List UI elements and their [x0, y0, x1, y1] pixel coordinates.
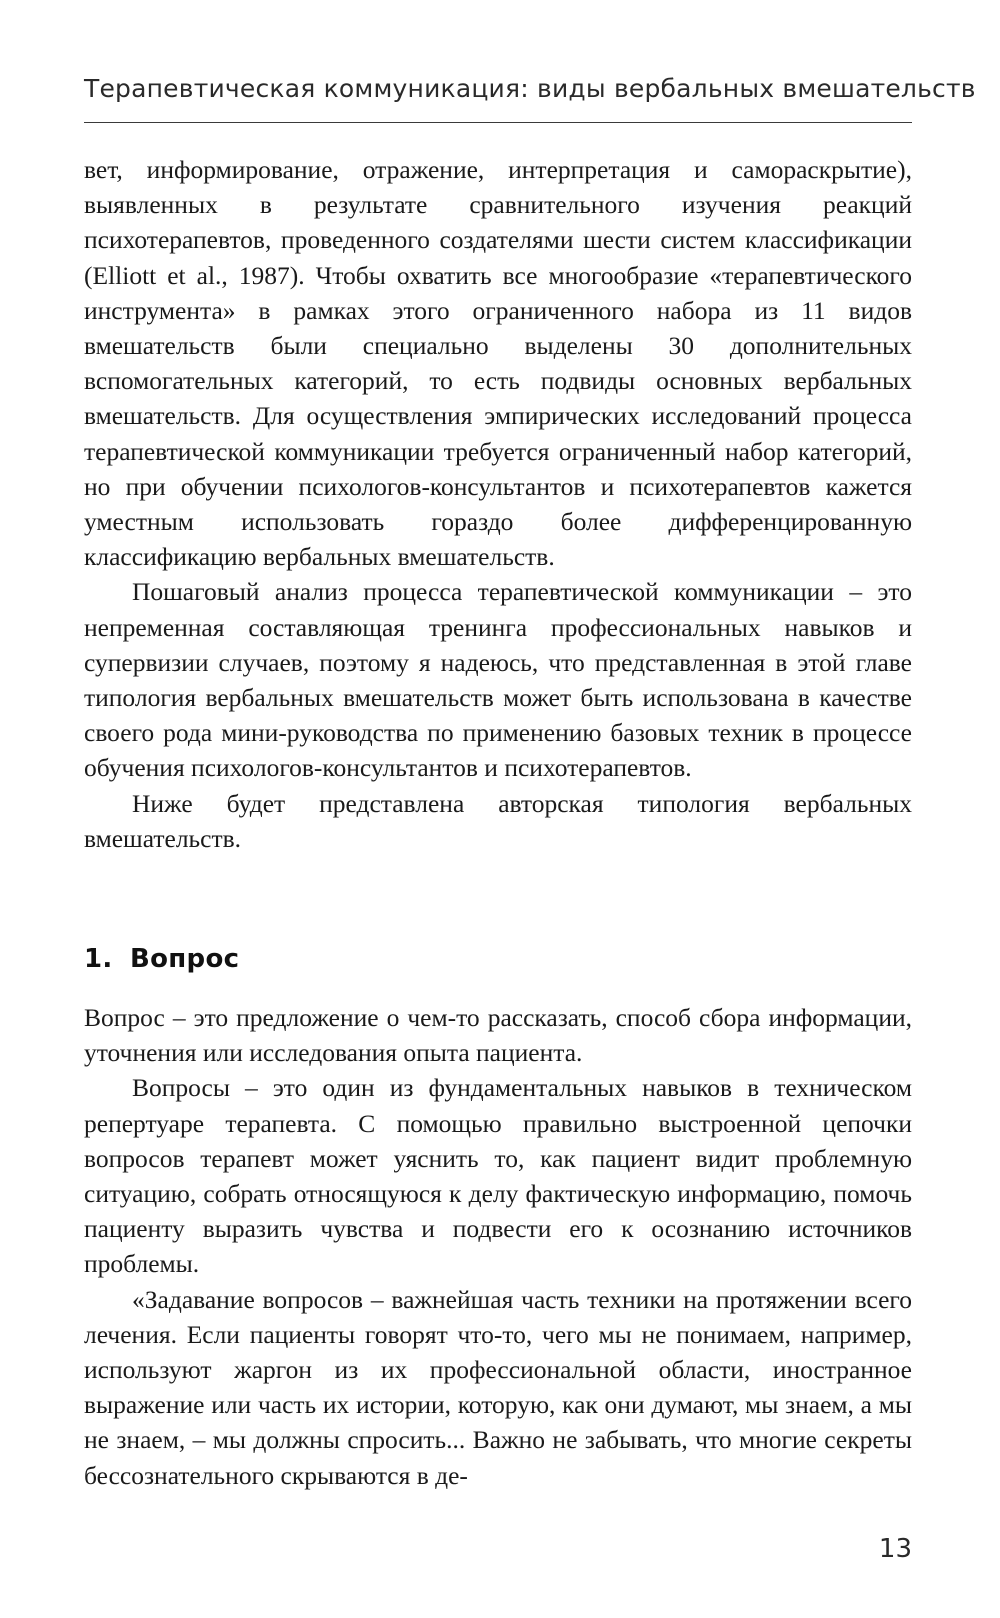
page-number: 13 — [878, 1534, 912, 1564]
section-paragraph: «Задавание вопросов – важнейшая часть техники на протяжении всего лечения. Если пациенты говорят что-то, чего мы не понимаем, например, используют жаргон из их профессиональной области, иностранное выражение или часть их истории, которую, как они думают, мы знаем, а мы не знаем, – мы должны спросить... Важно не забывать, что многие секреты бессознательного скрываются в де- — [84, 1284, 912, 1490]
paragraph-continuation: вет, информирование, отражение, интерпретация и самораскрытие), выявленных в результате сравнительного изучения реакций психотерапевтов, проведенного создателями шести систем классификации (Elliott et al., 1987). Чтобы охватить все многообразие «терапевтического инструмента» в рамках этого ограниченного набора из 11 видов вмешательств были специально выделены 30 дополнительных вспомогательных категорий, то есть подвиды основных вербальных вмешательств. Для осуществления эмпирических исследований процесса терапевтической коммуникации требуется ограниченный набор категорий, но при обучении психологов-консультантов и психотерапевтов кажется уместным использовать гораздо более дифференцированную классификацию вербальных вмешательств. — [84, 155, 912, 572]
section-number: 1. — [84, 944, 113, 974]
paragraph: Пошаговый анализ процесса терапевтической коммуникации – это непременная составляющая тренинга профессиональных навыков и супервизии случаев, поэтому я надеюсь, что представленная в этой главе типология вербальных вмешательств может быть использована в качестве своего рода мини-руководства по применению базовых техник в процессе обучения психологов-консультантов и психотерапевтов. — [84, 577, 912, 783]
section-paragraph: Вопрос – это предложение о чем-то рассказать, способ сбора информации, уточнения или исследования опыта пациента. — [84, 1003, 912, 1068]
section-paragraph: Вопросы – это один из фундаментальных навыков в техническом репертуаре терапевта. С помощью правильно выстроенной цепочки вопросов терапевт может уяснить то, как пациент видит проблемную ситуацию, собрать относящуюся к делу фактическую информацию, помочь пациенту выразить чувства и подвести его к осознанию источников проблемы. — [84, 1073, 912, 1279]
running-header: Терапевтическая коммуникация: виды вербальных вмешательств — [84, 74, 976, 103]
section-title: Вопрос — [130, 944, 240, 974]
section-heading — [84, 944, 239, 974]
header-rule — [84, 122, 912, 123]
paragraph: Ниже будет представлена авторская типология вербальных вмешательств. — [84, 788, 912, 853]
body-text — [84, 152, 912, 856]
section-body — [84, 1000, 912, 1493]
